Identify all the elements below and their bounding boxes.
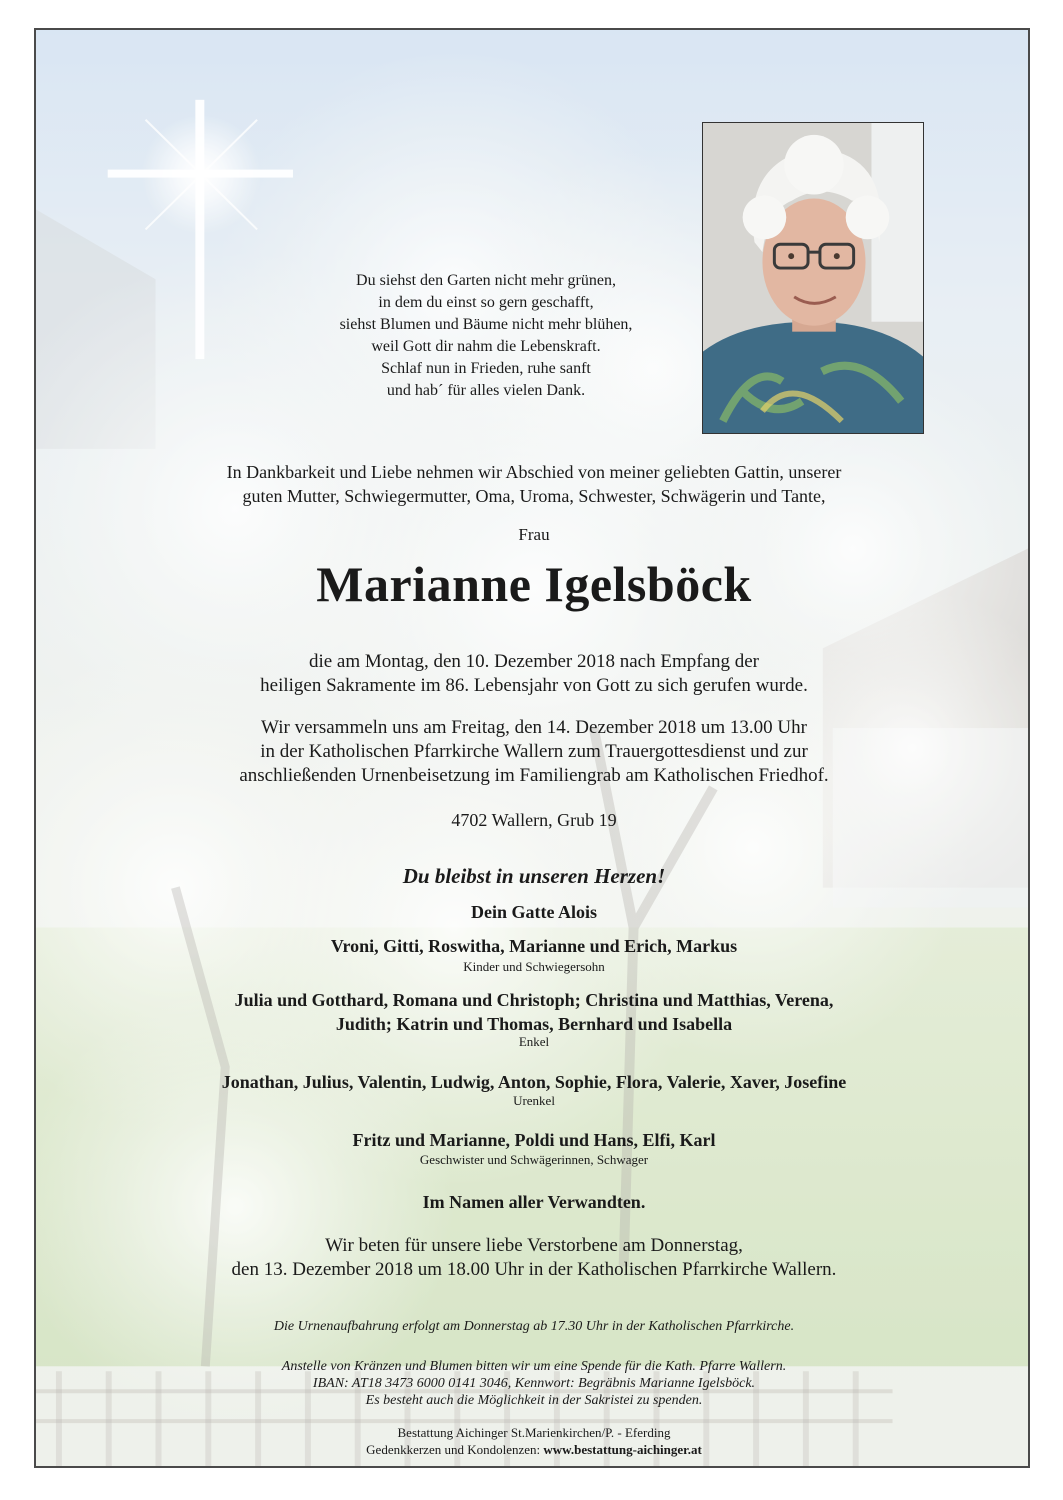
funeral-company: Bestattung Aichinger St.Marienkirchen/P. - Eferding: [397, 1425, 671, 1440]
farewell-intro: [36, 460, 1030, 508]
death-notice-line: die am Montag, den 10. Dezember 2018 nach Empfang der: [308, 651, 760, 672]
great-grandchildren-label: Urenkel: [513, 1093, 555, 1108]
service-info: [36, 716, 1030, 788]
children: Vroni, Gitti, Roswitha, Marianne und Erich, Markus: [330, 936, 738, 956]
intro-line: In Dankbarkeit und Liebe nehmen wir Abschied von meiner geliebten Gattin, unserer: [226, 462, 842, 482]
grandchildren-label: Enkel: [518, 1034, 550, 1049]
urn-note: Die Urnenaufbahrung erfolgt am Donnerstag ab 17.30 Uhr in der Katholischen Pfarrkirche.: [273, 1319, 795, 1334]
death-notice-line: heiligen Sakramente im 86. Lebensjahr von Gott zu sich gerufen wurde.: [260, 675, 808, 696]
service-line: anschließenden Urnenbeisetzung im Familiengrab am Katholischen Friedhof.: [239, 765, 829, 786]
obituary-card: [34, 28, 1030, 1468]
poem-line: Du siehst den Garten nicht mehr grünen,: [356, 272, 616, 289]
condolence-label: Gedenkkerzen und Kondolenzen:: [366, 1442, 541, 1457]
grandchildren-line: Julia und Gotthard, Romana und Christoph; Christina und Matthias, Verena,: [234, 990, 834, 1010]
footer: [36, 1424, 1030, 1458]
poem-line: Schlaf nun in Frieden, ruhe sanft: [381, 360, 591, 377]
address: 4702 Wallern, Grub 19: [451, 810, 617, 830]
motto: Du bleibst in unseren Herzen!: [402, 864, 666, 888]
siblings-label: Geschwister und Schwägerinnen, Schwager: [419, 1152, 649, 1167]
siblings: Fritz und Marianne, Poldi und Hans, Elfi, Karl: [352, 1130, 716, 1150]
poem-line: siehst Blumen und Bäume nicht mehr blühen,: [339, 316, 633, 333]
prayer-line: Wir beten für unsere liebe Verstorbene am Donnerstag,: [325, 1235, 743, 1256]
intro-line: guten Mutter, Schwiegermutter, Oma, Uroma, Schwester, Schwägerin und Tante,: [242, 486, 826, 506]
donation-line: Es besteht auch die Möglichkeit in der Sakristei zu spenden.: [365, 1393, 703, 1408]
poem: [286, 270, 686, 402]
service-line: Wir versammeln uns am Freitag, den 14. Dezember 2018 um 13.00 Uhr: [261, 717, 807, 738]
husband: Dein Gatte Alois: [471, 902, 597, 922]
death-notice: [36, 650, 1030, 698]
portrait-photo: [702, 122, 924, 434]
poem-line: und hab´ für alles vielen Dank.: [386, 382, 586, 399]
donation-line: Anstelle von Kränzen und Blumen bitten wir um eine Spende für die Kath. Pfarre Wallern.: [281, 1359, 787, 1374]
service-line: in der Katholischen Pfarrkirche Wallern zum Trauergottesdienst und zur: [260, 741, 808, 762]
grandchildren-line: Judith; Katrin und Thomas, Bernhard und Isabella: [335, 1014, 733, 1034]
website-link[interactable]: www.bestattung-aichinger.at: [543, 1442, 702, 1457]
great-grandchildren: Jonathan, Julius, Valentin, Ludwig, Anton, Sophie, Flora, Valerie, Xaver, Josefine: [221, 1072, 847, 1092]
donation-line: IBAN: AT18 3473 6000 0141 3046, Kennwort: Begräbnis Marianne Igelsböck.: [312, 1376, 756, 1391]
prayer-line: den 13. Dezember 2018 um 18.00 Uhr in der Katholischen Pfarrkirche Wallern.: [231, 1259, 837, 1280]
poem-line: weil Gott dir nahm die Lebenskraft.: [371, 338, 601, 355]
relatives: Im Namen aller Verwandten.: [422, 1192, 646, 1212]
condolence-line: [36, 1441, 1030, 1458]
deceased-name: Marianne Igelsböck: [316, 556, 752, 612]
prayer-info: [36, 1234, 1030, 1282]
donation-info: [36, 1358, 1030, 1409]
salutation: Frau: [518, 525, 550, 544]
poem-line: in dem du einst so gern geschafft,: [378, 294, 594, 311]
children-label: Kinder und Schwiegersohn: [463, 959, 605, 974]
